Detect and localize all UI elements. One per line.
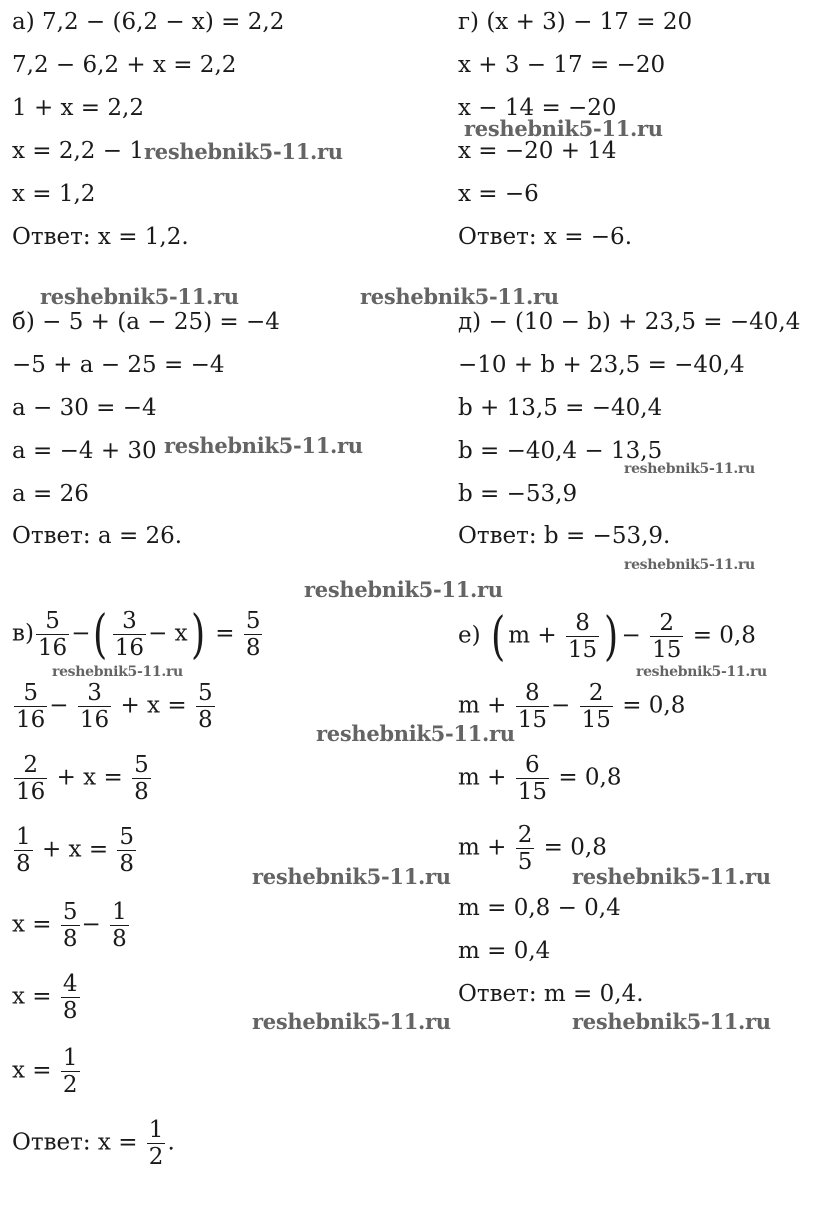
watermark: reshebnik5-11.ru [164, 433, 363, 458]
g-line-4: x = −20 + 14 [458, 138, 617, 164]
watermark: reshebnik5-11.ru [572, 864, 771, 889]
d-line-1: д) − (10 − b) + 23,5 = −40,4 [458, 309, 801, 335]
watermark: reshebnik5-11.ru [304, 577, 503, 602]
fraction: $\frac{5}{16}$ [16, 680, 46, 733]
d-answer: Ответ: b = −53,9. [458, 523, 671, 549]
fraction: $\frac{1}{2}$ [148, 1117, 164, 1170]
e-line-2: m + $\frac{8}{15}$ − $\frac{2}{15}$ = 0,8 [458, 680, 686, 733]
watermark: reshebnik5-11.ru [252, 864, 451, 889]
e-answer: Ответ: m = 0,4. [458, 981, 644, 1007]
d-line-5: b = −53,9 [458, 481, 578, 507]
a-answer: Ответ: x = 1,2. [12, 224, 189, 250]
e-line-4: m + $\frac{2}{5}$ = 0,8 [458, 822, 607, 875]
v-label: в) [12, 620, 34, 647]
fraction: $\frac{4}{8}$ [62, 971, 78, 1024]
fraction: $\frac{3}{16}$ [114, 608, 145, 661]
fraction: $\frac{2}{15}$ [652, 610, 682, 663]
b-line-5: a = 26 [12, 481, 89, 507]
fraction: $\frac{8}{15}$ [517, 680, 547, 733]
fraction: $\frac{5}{8}$ [134, 752, 149, 805]
v-line-6: x = $\frac{4}{8}$ [12, 971, 78, 1024]
b-line-2: −5 + a − 25 = −4 [12, 352, 225, 378]
b-answer: Ответ: a = 26. [12, 523, 183, 549]
d-line-3: b + 13,5 = −40,4 [458, 395, 663, 421]
g-answer: Ответ: x = −6. [458, 224, 633, 250]
a-line-1: а) 7,2 − (6,2 − x) = 2,2 [12, 9, 285, 35]
fraction: $\frac{5}{8}$ [245, 608, 261, 661]
e-line-1: е) ( m + $\frac{8}{15}$ ) − $\frac{2}{15}$ = 0,8 [458, 606, 756, 667]
v-line-7: x = $\frac{1}{2}$ [12, 1045, 78, 1098]
fraction: $\frac{1}{8}$ [16, 824, 31, 877]
watermark: reshebnik5-11.ru [572, 1009, 771, 1034]
a-line-3: 1 + x = 2,2 [12, 95, 144, 121]
watermark: reshebnik5-11.ru [40, 284, 239, 309]
watermark: reshebnik5-11.ru [252, 1009, 451, 1034]
a-line-2: 7,2 − 6,2 + x = 2,2 [12, 52, 237, 78]
v-line-4: $\frac{1}{8}$ + x = $\frac{5}{8}$ [16, 824, 135, 877]
v-line-1: в) $\frac{5}{16}$ −( $\frac{3}{16}$ − x) = $\frac{5}{8}$ [12, 604, 261, 665]
v-answer: Ответ: x = $\frac{1}{2}$ . [12, 1117, 175, 1170]
fraction: $\frac{1}{2}$ [62, 1045, 78, 1098]
b-line-1: б) − 5 + (a − 25) = −4 [12, 309, 280, 335]
e-line-5: m = 0,8 − 0,4 [458, 895, 621, 921]
v-line-5: x = $\frac{5}{8}$ − $\frac{1}{8}$ [12, 899, 127, 952]
d-line-2: −10 + b + 23,5 = −40,4 [458, 352, 745, 378]
v-line-3: $\frac{2}{16}$ + x = $\frac{5}{8}$ [16, 752, 149, 805]
fraction: $\frac{5}{8}$ [119, 824, 135, 877]
watermark: reshebnik5-11.ru [624, 461, 755, 477]
fraction: $\frac{2}{15}$ [581, 680, 611, 733]
watermark: reshebnik5-11.ru [52, 664, 183, 680]
g-line-1: г) (x + 3) − 17 = 20 [458, 9, 693, 35]
fraction: $\frac{5}{8}$ [197, 680, 213, 733]
fraction: $\frac{2}{5}$ [517, 822, 533, 875]
e-line-6: m = 0,4 [458, 938, 551, 964]
watermark: reshebnik5-11.ru [360, 284, 559, 309]
fraction: $\frac{1}{8}$ [112, 899, 127, 952]
g-line-2: x + 3 − 17 = −20 [458, 52, 666, 78]
fraction: $\frac{5}{8}$ [62, 899, 78, 952]
fraction: $\frac{6}{15}$ [517, 752, 547, 805]
a-line-5: x = 1,2 [12, 181, 96, 207]
g-line-5: x = −6 [458, 181, 539, 207]
watermark: reshebnik5-11.ru [144, 139, 343, 164]
fraction: $\frac{8}{15}$ [567, 610, 598, 663]
fraction: $\frac{2}{16}$ [16, 752, 46, 805]
d-line-4: b = −40,4 − 13,5 [458, 438, 663, 464]
e-label: е) [458, 622, 481, 649]
watermark: reshebnik5-11.ru [636, 664, 767, 680]
g-line-3: x − 14 = −20 [458, 95, 617, 121]
b-line-4: a = −4 + 30 [12, 438, 157, 464]
v-line-2: $\frac{5}{16}$ − $\frac{3}{16}$ + x = $\frac{5}{8}$ [16, 680, 213, 733]
watermark: reshebnik5-11.ru [624, 557, 755, 573]
watermark: reshebnik5-11.ru [464, 116, 663, 141]
fraction: $\frac{5}{16}$ [37, 608, 68, 661]
b-line-3: a − 30 = −4 [12, 395, 157, 421]
watermark: reshebnik5-11.ru [316, 721, 515, 746]
a-line-4: x = 2,2 − 1 [12, 138, 144, 164]
e-line-3: m + $\frac{6}{15}$ = 0,8 [458, 752, 622, 805]
fraction: $\frac{3}{16}$ [79, 680, 110, 733]
